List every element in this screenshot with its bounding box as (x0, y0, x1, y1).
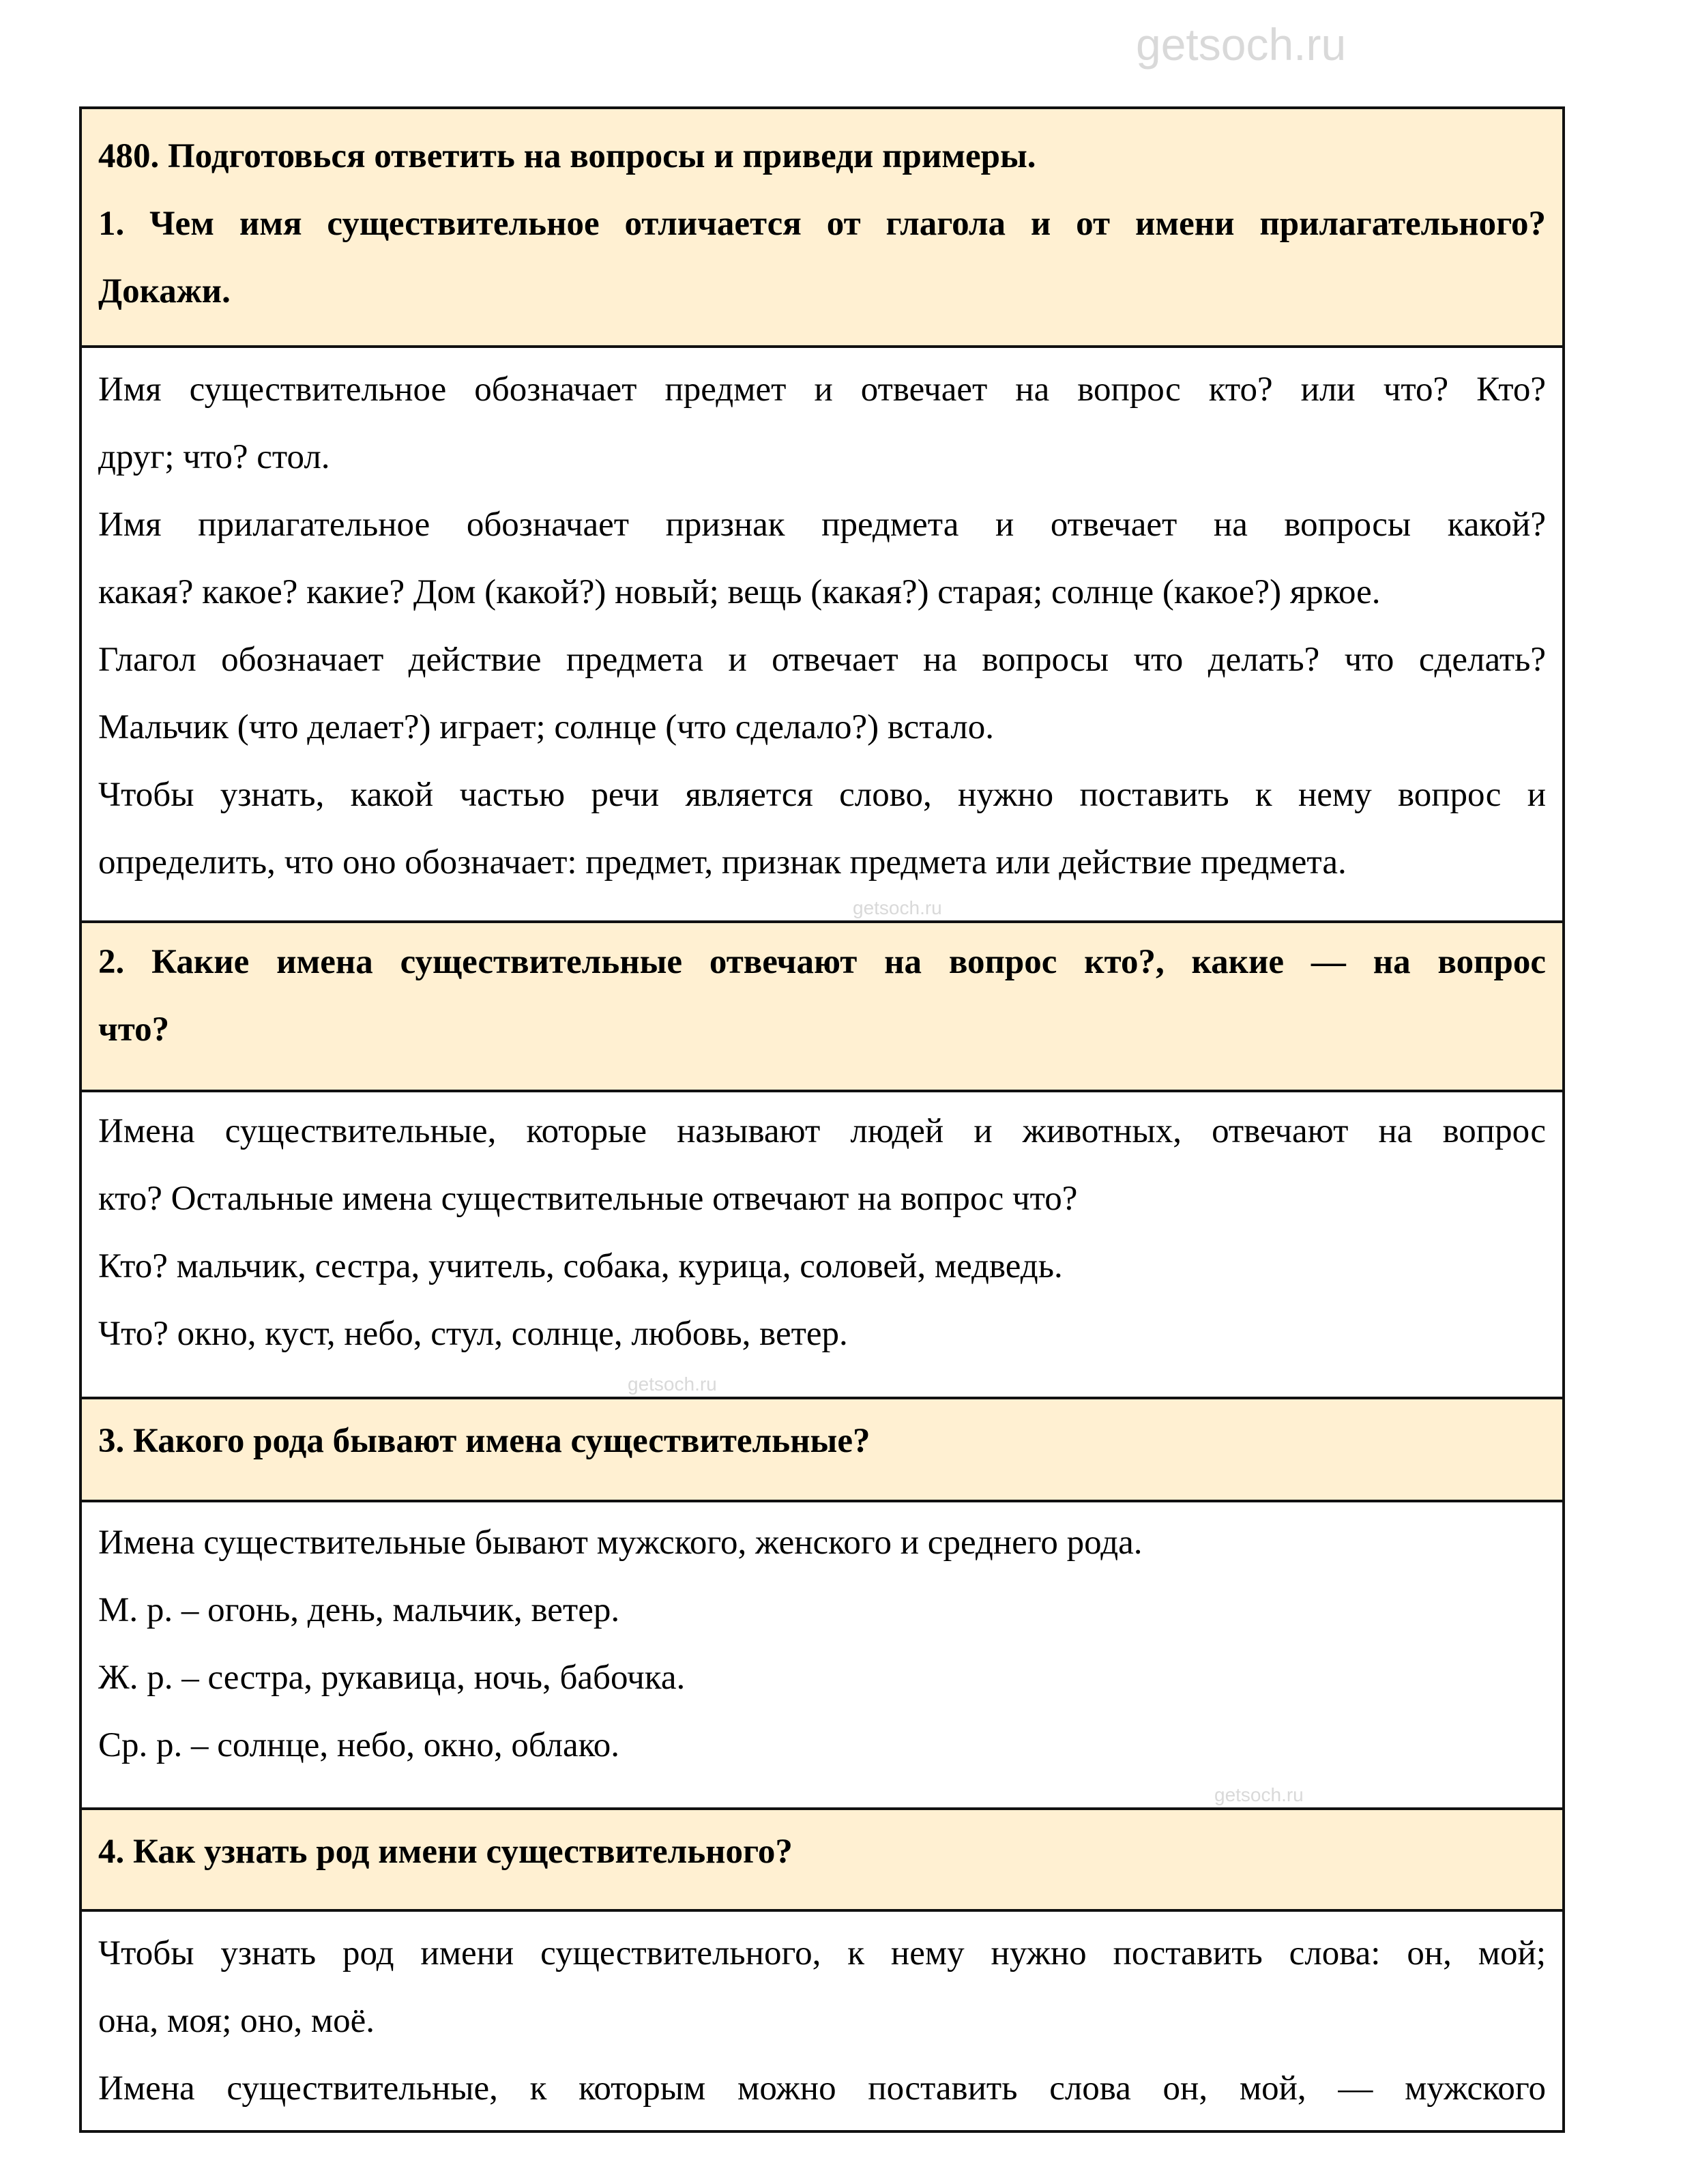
watermark: getsoch.ru (853, 897, 942, 918)
answer-2-line-1: Имена существительные, которые называют людей и животных, отвечают на вопрос (98, 1112, 1546, 1150)
answer-1-line-1: Имя существительное обозначает предмет и отвечает на вопрос кто? или что? Кто? (98, 370, 1546, 409)
answer-4-line-3: Имена существительные, к которым можно поставить слова он, мой, — мужского (98, 2069, 1546, 2108)
exercise-title: 480. Подготовься ответить на вопросы и приведи примеры. (98, 137, 1036, 175)
watermark: getsoch.ru (628, 1373, 717, 1395)
answer-1-line-3: Имя прилагательное обозначает признак предмета и отвечает на вопросы какой? (98, 506, 1546, 544)
answer-3-line-1: Имена существительные бывают мужского, женского и среднего рода. (98, 1524, 1143, 1562)
answer-2-line-3: Кто? мальчик, сестра, учитель, собака, курица, соловей, медведь. (98, 1247, 1063, 1285)
question-3-line-1: 3. Какого рода бывают имена существительные? (98, 1422, 870, 1460)
answer-2-line-2: кто? Остальные имена существительные отвечают на вопрос что? (98, 1180, 1078, 1218)
question-2-line-2: что? (98, 1010, 170, 1049)
answer-1-line-8: определить, что оно обозначает: предмет, признак предмета или действие предмета. (98, 843, 1347, 882)
answer-row-2 (82, 1092, 1562, 1399)
answer-3-line-4: Ср. р. – солнце, небо, окно, облако. (98, 1726, 620, 1764)
answer-3-line-2: М. р. – огонь, день, мальчик, ветер. (98, 1591, 620, 1629)
answer-2-line-4: Что? окно, куст, небо, стул, солнце, любовь, ветер. (98, 1315, 848, 1353)
answer-1-line-2: друг; что? стол. (98, 438, 330, 476)
watermark-top: getsoch.ru (1136, 19, 1347, 70)
question-row-1 (82, 109, 1562, 348)
answer-3-line-3: Ж. р. – сестра, рукавица, ночь, бабочка. (98, 1659, 686, 1697)
answer-row-4 (82, 1912, 1562, 2130)
question-row-3 (82, 1399, 1562, 1502)
answer-1-line-6: Мальчик (что делает?) играет; солнце (что сделало?) встало. (98, 708, 994, 746)
answer-1-line-4: какая? какое? какие? Дом (какой?) новый; вещь (какая?) старая; солнце (какое?) яркое. (98, 573, 1381, 611)
question-1-line-1: 1. Чем имя существительное отличается от глагола и от имени прилагательного? (98, 205, 1546, 243)
answer-1-line-5: Глагол обозначает действие предмета и отвечает на вопросы что делать? что сделать? (98, 641, 1546, 679)
question-4-line-1: 4. Как узнать род имени существительного? (98, 1833, 793, 1871)
answer-row-3 (82, 1502, 1562, 1810)
question-row-4 (82, 1810, 1562, 1912)
answer-1-line-7: Чтобы узнать, какой частью речи является слово, нужно поставить к нему вопрос и (98, 776, 1546, 814)
question-2-line-1: 2. Какие имена существительные отвечают на вопрос кто?, какие — на вопрос (98, 943, 1546, 981)
answer-4-line-2: она, моя; оно, моё. (98, 2002, 375, 2040)
answer-4-line-1: Чтобы узнать род имени существительного, к нему нужно поставить слова: он, мой; (98, 1934, 1546, 1972)
watermark: getsoch.ru (1214, 1784, 1304, 1805)
question-row-2 (82, 923, 1562, 1092)
exercise-table (79, 106, 1565, 2133)
question-1-line-2: Докажи. (98, 272, 231, 310)
answer-row-1 (82, 348, 1562, 923)
